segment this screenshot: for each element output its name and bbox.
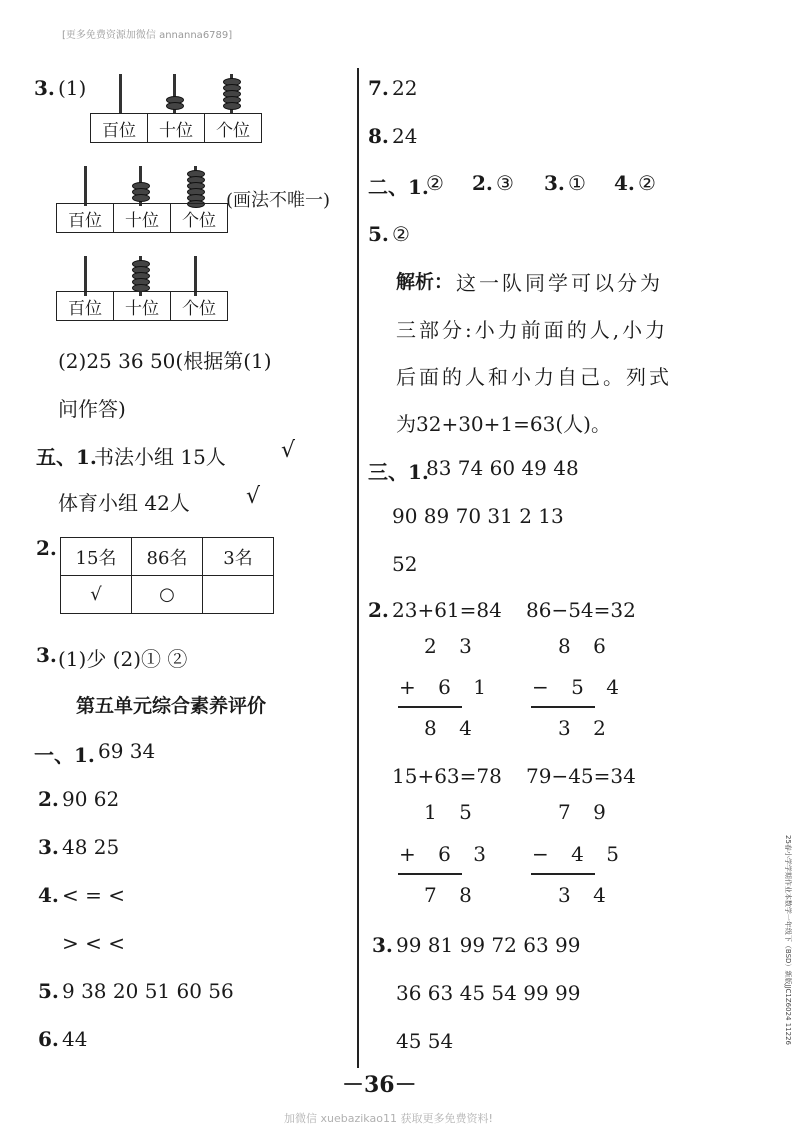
- analysis-label: 解析：: [396, 271, 454, 293]
- calc2-mid: − 5 4: [532, 675, 627, 699]
- place-label: 十位: [114, 292, 171, 320]
- q3-sub2: (2)25 36 50(根据第(1): [58, 349, 272, 373]
- place-label: 十位: [148, 114, 205, 142]
- unit-q1-label: 一、1.: [34, 743, 95, 767]
- calc3-top: 1 5: [424, 800, 480, 824]
- q3-label: 3.: [34, 76, 55, 100]
- q3-sub2-cont: 问作答): [58, 397, 126, 421]
- unit-q5-label: 5.: [38, 979, 59, 1003]
- unit-q1: 69 34: [98, 739, 156, 763]
- section2-q5-label: 5.: [368, 222, 389, 246]
- calc4-result: 3 4: [558, 883, 614, 907]
- unit-title: 第五单元综合素养评价: [76, 695, 267, 717]
- unit-q6-label: 6.: [38, 1027, 59, 1051]
- calc4-mid: − 4 5: [532, 842, 627, 866]
- section3-line1: 83 74 60 49 48: [426, 456, 579, 480]
- place-label: 个位: [216, 120, 250, 141]
- place-label: 十位: [114, 204, 171, 232]
- section2-label: 二、1.: [368, 175, 429, 199]
- place-label: 个位: [182, 298, 216, 319]
- analysis-line4: 为32+30+1=63(人)。: [396, 412, 611, 436]
- calc1-top: 2 3: [424, 634, 480, 658]
- section5-q2-label: 2.: [36, 536, 57, 560]
- abacus-rod: [119, 74, 122, 114]
- section3-label: 三、1.: [368, 460, 429, 484]
- calc2-result: 3 2: [558, 716, 614, 740]
- calc-rule: [398, 706, 462, 708]
- q3-right-line1: 99 81 99 72 63 99: [396, 933, 581, 957]
- section2-q1: ②: [426, 171, 444, 195]
- unit-q4-label: 4.: [38, 883, 59, 907]
- rank-header: 3名: [203, 538, 274, 576]
- abacus-bead: [132, 194, 150, 202]
- q8-label: 8.: [368, 124, 389, 148]
- q3-right-line3: 45 54: [396, 1029, 454, 1053]
- unit-q4-line1: < = <: [62, 883, 125, 907]
- q3-right-label: 3.: [372, 933, 393, 957]
- place-value-box: [56, 203, 228, 233]
- place-label: 百位: [57, 292, 114, 320]
- section2-q2: ③: [496, 171, 514, 195]
- column-divider: [357, 68, 359, 1068]
- section5-q1-line2: 体育小组 42人: [58, 491, 190, 515]
- place-label: 百位: [91, 114, 148, 142]
- calc-rule: [531, 706, 595, 708]
- check-mark: √: [246, 484, 261, 509]
- rank-mark: ○: [132, 576, 203, 614]
- calc4-top: 7 9: [558, 800, 614, 824]
- unit-q3: 48 25: [62, 835, 120, 859]
- unit-q2-label: 2.: [38, 787, 59, 811]
- section3-line3: 52: [392, 552, 418, 576]
- analysis-line1: 这一队同学可以分为: [456, 271, 663, 295]
- top-watermark: [更多免费资源加微信 annanna6789]: [62, 30, 233, 41]
- rank-header: 15名: [61, 538, 132, 576]
- equation-4: 79−45=34: [526, 764, 636, 788]
- equation-1: 23+61=84: [392, 598, 502, 622]
- rank-mark: √: [61, 576, 132, 614]
- q7-answer: 22: [392, 76, 418, 100]
- abacus-note: (画法不唯一): [226, 190, 331, 211]
- section2-q5: ②: [392, 222, 410, 246]
- unit-q4-line2: > < <: [62, 931, 125, 955]
- section2-q3-label: 3.: [544, 171, 565, 195]
- calc3-mid: + 6 3: [399, 842, 494, 866]
- section2-q3: ①: [568, 171, 586, 195]
- q3-right-line2: 36 63 45 54 99 99: [396, 981, 581, 1005]
- equation-3: 15+63=78: [392, 764, 502, 788]
- equation-2: 86−54=32: [526, 598, 636, 622]
- section2-q4-label: 4.: [614, 171, 635, 195]
- calc2-top: 8 6: [558, 634, 614, 658]
- unit-q2: 90 62: [62, 787, 120, 811]
- rank-mark: [203, 576, 274, 614]
- place-label: 百位: [57, 204, 114, 232]
- side-note: 25春小学学期作业本数学一年级下（BSD）新版JJC1Z6024 11226: [784, 835, 792, 1045]
- abacus-bead: [223, 102, 241, 110]
- unit-q5: 9 38 20 51 60 56: [62, 979, 234, 1003]
- unit-q3-label: 3.: [38, 835, 59, 859]
- section3-line2: 90 89 70 31 2 13: [392, 504, 564, 528]
- calc1-mid: + 6 1: [399, 675, 494, 699]
- abacus-rod: [84, 166, 87, 206]
- abacus-bead: [166, 102, 184, 110]
- section5-q1-label: 五、1.: [36, 445, 97, 469]
- page-number: －36－: [342, 1072, 417, 1098]
- section2-q2-label: 2.: [472, 171, 493, 195]
- analysis-line3: 后面的人和小力自己。列式: [396, 365, 672, 389]
- section2-q4: ②: [638, 171, 656, 195]
- calc3-result: 7 8: [424, 883, 480, 907]
- analysis-line2: 三部分:小力前面的人,小力: [396, 318, 669, 342]
- q2-label: 2.: [368, 598, 389, 622]
- rank-table: [60, 537, 274, 614]
- bottom-watermark: 加微信 xuebazikao11 获取更多免费资料!: [284, 1112, 493, 1125]
- section5-q3-text: (1)少 (2)① ②: [58, 647, 188, 671]
- calc-rule: [398, 873, 462, 875]
- calc1-result: 8 4: [424, 716, 480, 740]
- place-label: 个位: [182, 210, 216, 231]
- q8-answer: 24: [392, 124, 418, 148]
- q3-sub1: (1): [58, 76, 87, 100]
- place-value-box: [56, 291, 228, 321]
- abacus-rod: [194, 256, 197, 296]
- q7-label: 7.: [368, 76, 389, 100]
- abacus-rod: [84, 256, 87, 296]
- section5-q3-label: 3.: [36, 643, 57, 667]
- unit-q6: 44: [62, 1027, 88, 1051]
- section5-q1-line1: 书法小组 15人: [94, 445, 226, 469]
- place-value-box: [90, 113, 262, 143]
- check-mark: √: [281, 438, 296, 463]
- calc-rule: [531, 873, 595, 875]
- rank-header: 86名: [132, 538, 203, 576]
